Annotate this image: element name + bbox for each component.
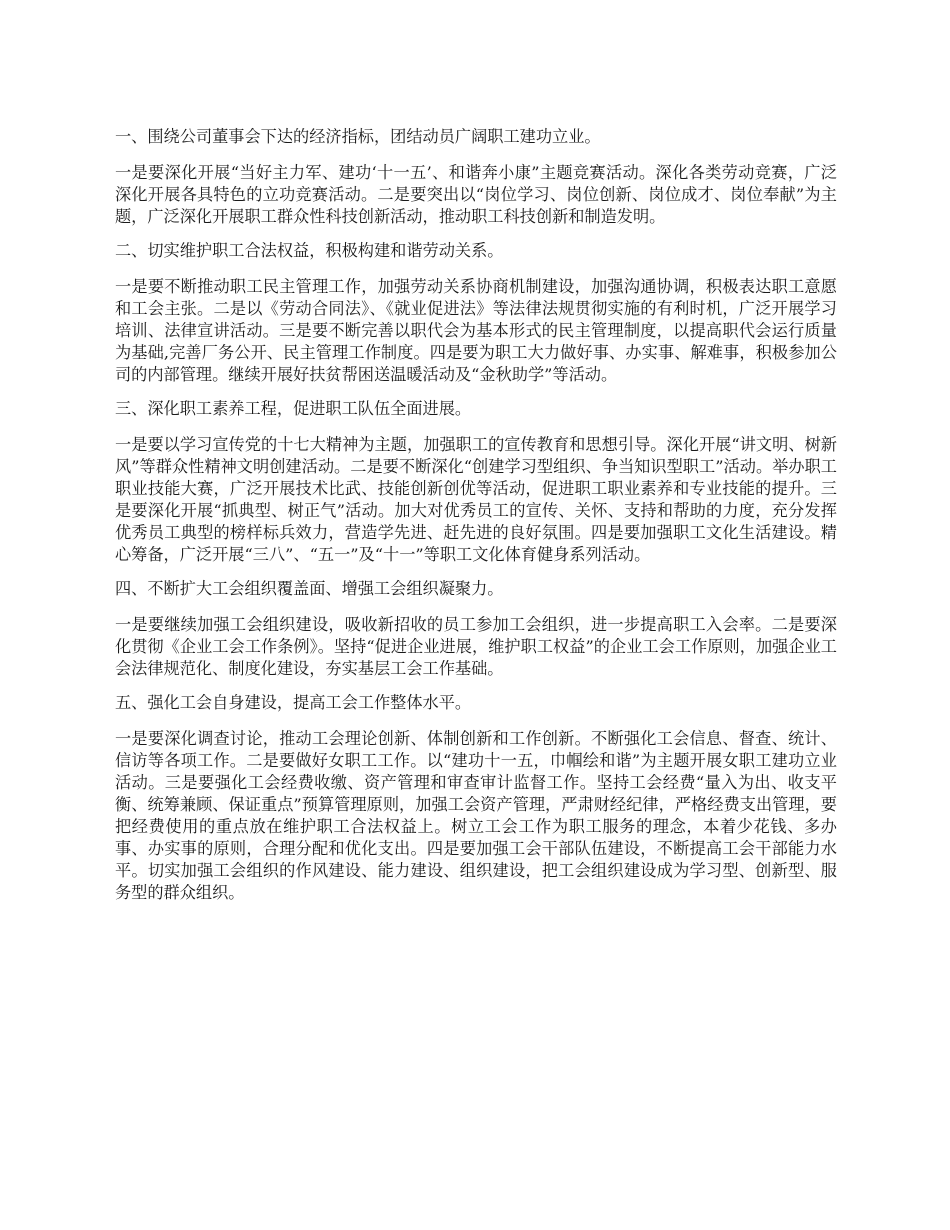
section-2-body: 一是要不断推动职工民主管理工作，加强劳动关系协商机制建设，加强沟通协调，积极表达职工意愿和工会主张。二是以《劳动合同法》、《就业促进法》等法律法规贯彻实施的有利时机，广泛开展学习培训、法律宣讲活动。三是要不断完善以职代会为基本形式的民主管理制度，以提高职代会运行质量为基础,完善厂务公开、民主管理工作制度。四是要为职工大力做好事、办实事、解难事，积极参加公司的内部管理。继续开展好扶贫帮困送温暖活动及“金秋助学”等活动。 [115,277,837,384]
section-3-heading: 三、深化职工素养工程，促进职工队伍全面进展。 [115,399,472,418]
section-4-heading: 四、不断扩大工会组织覆盖面、增强工会组织凝聚力。 [115,579,504,598]
section-4-body: 一是要继续加强工会组织建设，吸收新招收的员工参加工会组织，进一步提高职工入会率。二是要深化贯彻《企业工会工作条例》。坚持“促进企业进展，维护职工权益”的企业工会工作原则，加强企业工会法律规范化、制度化建设，夯实基层工会工作基础。 [115,615,837,678]
section-5-body: 一是要深化调查讨论，推动工会理论创新、体制创新和工作创新。不断强化工会信息、督查、统计、信访等各项工作。二是要做好女职工工作。以“建功十一五，巾帼绘和谐”为主题开展女职工建功立业活动。三是要强化工会经费收缴、资产管理和审查审计监督工作。坚持工会经费“量入为出、收支平衡、统筹兼顾、保证重点”预算管理原则，加强工会资产管理，严肃财经纪律，严格经费支出管理，要把经费使用的重点放在维护职工合法权益上。树立工会工作为职工服务的理念，本着少花钱、多办事、办实事的原则，合理分配和优化支出。四是要加强工会干部队伍建设，不断提高工会干部能力水平。切实加强工会组织的作风建设、能力建设、组织建设，把工会组织建设成为学习型、创新型、服务型的群众组织。 [115,729,837,902]
section-2-heading: 二、切实维护职工合法权益，积极构建和谐劳动关系。 [115,241,504,260]
document-page [115,126,837,916]
section-3-body: 一是要以学习宣传党的十七大精神为主题，加强职工的宣传教育和思想引导。深化开展“讲文明、树新风”等群众性精神文明创建活动。二是要不断深化“创建学习型组织、争当知识型职工”活动。举办职工职业技能大赛，广泛开展技术比武、技能创新创优等活动，促进职工职业素养和专业技能的提升。三是要深化开展“抓典型、树正气”活动。加大对优秀员工的宣传、关怀、支持和帮助的力度，充分发挥优秀员工典型的榜样标兵效力，营造学先进、赶先进的良好氛围。四是要加强职工文化生活建设。精心筹备，广泛开展“三八”、“五一”及“十一”等职工文化体育健身系列活动。 [115,435,837,564]
section-1-heading: 一、围绕公司董事会下达的经济指标，团结动员广阔职工建功立业。 [115,127,601,146]
section-5-heading: 五、强化工会自身建设，提高工会工作整体水平。 [115,693,472,712]
section-1-body: 一是要深化开展“当好主力军、建功‘十一五’、和谐奔小康”主题竞赛活动。深化各类劳动竞赛，广泛深化开展各具特色的立功竞赛活动。二是要突出以“岗位学习、岗位创新、岗位成才、岗位奉献”为主题，广泛深化开展职工群众性科技创新活动，推动职工科技创新和制造发明。 [115,163,837,226]
